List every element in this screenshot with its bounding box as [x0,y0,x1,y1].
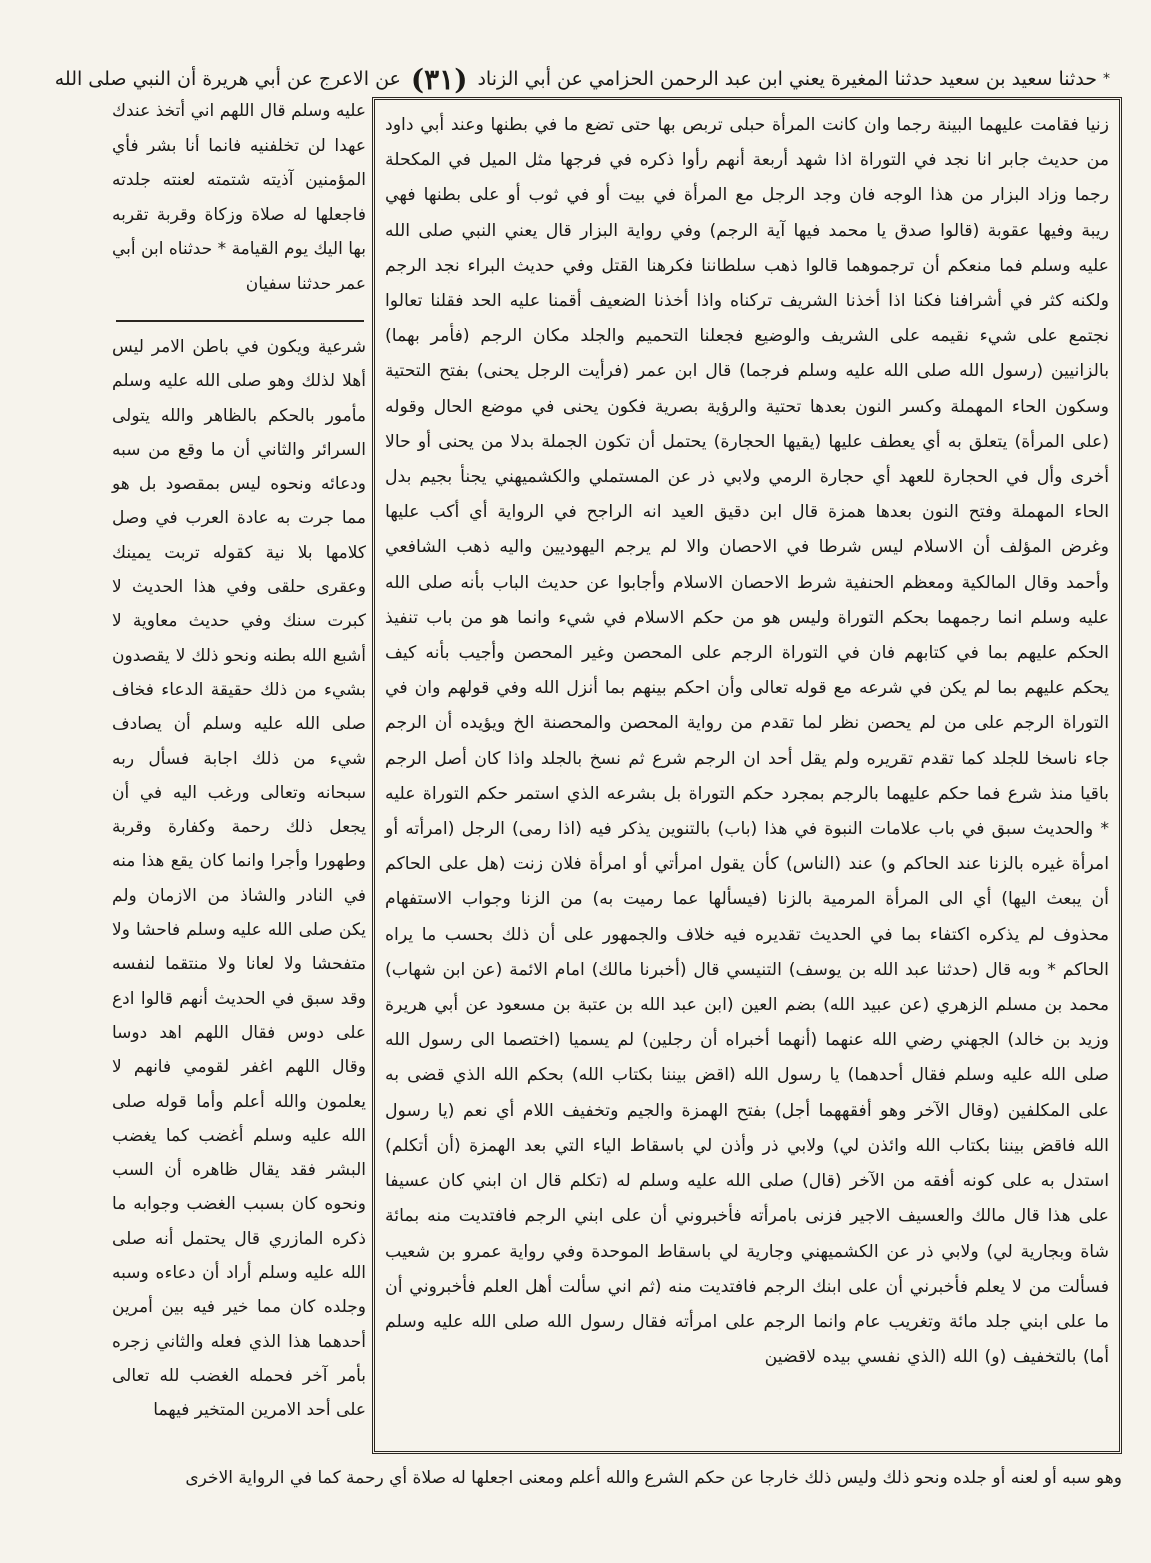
margin-commentary-top-text: عليه وسلم قال اللهم اني أتخذ عندك عهدا لن تخلفنيه فانما أنا بشر فأي المؤمنين آذيته شتمته لعنته جلدته فاجعلها له صلاة وزكاة وقربة تقربه بها اليك يوم القيامة * حدثناه ابن أبي عمر حدثنا سفيان [112,101,366,294]
page-footer-line: وهو سبه أو لعنه أو جلده ونحو ذلك وليس ذلك خارجا عن حكم الشرع والله أعلم ومعنى اجعلها له صلاة أي رحمة كما في الرواية الاخرى [185,1468,1122,1488]
main-text-body [385,108,1109,1375]
header-star-marker: * [1103,71,1110,87]
margin-commentary-main-text: شرعية ويكون في باطن الامر ليس أهلا لذلك وهو صلى الله عليه وسلم مأمور بالحكم بالظاهر والله يتولى السرائر والثاني أن ما وقع من سبه ودعائه ونحوه ليس بمقصود بل هو مما جرت به عادة العرب في وصل كلامها بلا نية كقوله تربت يمينك وعقرى حلقى وفي هذا الحديث لا كبرت سنك وفي حديث معاوية لا أشبع الله بطنه ونحو ذلك لا يقصدون بشيء من ذلك حقيقة الدعاء فخاف صلى الله عليه وسلم أن يصادف شيء من ذلك اجابة فسأل ربه سبحانه وتعالى ورغب اليه في أن يجعل ذلك رحمة وكفارة وقربة وطهورا وأجرا وانما كان يقع هذا منه في النادر والشاذ من الازمان ولم يكن صلى الله عليه وسلم فاحشا ولا متفحشا ولا لعانا ولا منتقما لنفسه وقد سبق في الحديث أنهم قالوا ادع على دوس فقال اللهم اهد دوسا وقال اللهم اغفر لقومي فانهم لا يعلمون والله أعلم وأما قوله صلى الله عليه وسلم أغضب كما يغضب البشر فقد يقال ظاهره أن السب ونحوه كان بسبب الغضب وجوابه ما ذكره المازري قال يحتمل أنه صلى الله عليه وسلم أراد أن دعاءه وسبه وجلده كان مما خير فيه بين أمرين أحدهما هذا الذي فعله والثاني زجره بأمر آخر فحمله الغضب لله تعالى على أحد الامرين المتخير فيهما [112,337,366,1421]
header-left-text: عن الاعرج عن أبي هريرة أن النبي صلى الله [54,68,401,90]
page-number: (٣١) [410,62,468,96]
main-text-frame [372,97,1122,1454]
margin-commentary-top [112,94,366,310]
margin-commentary-main [112,330,366,1455]
header-right-text: حدثنا سعيد بن سعيد حدثنا المغيرة يعني ابن عبد الرحمن الحزامي عن أبي الزناد [477,68,1097,90]
margin-divider [116,320,364,322]
page-header [54,62,1110,96]
main-text-paragraph: زنيا فقامت عليهما البينة رجما وان كانت المرأة حبلى تربص بها حتى تضع ما في بطنها وعند أبي داود من حديث جابر انا نجد في التوراة اذا شهد أربعة أنهم رأوا ذكره في فرجها مثل الميل في المكحلة رجما وزاد البزار من هذا الوجه فان وجد الرجل مع المرأة في بيت أو في ثوب أو على بطنها فهي ريبة وفيها عقوبة (قالوا صدق يا محمد فيها آية الرجم) وفي رواية البزار قال يعني النبي صلى الله عليه وسلم فما منعكم أن ترجموهما قالوا ذهب سلطاننا فكرهنا القتل وفي حديث البراء نجد الرجم ولكنه كثر في أشرافنا فكنا اذا أخذنا الشريف تركناه واذا أخذنا الضعيف أقمنا عليه الحد فقلنا تعالوا نجتمع على شيء نقيمه على الشريف والوضيع فجعلنا التحميم والجلد مكان الرجم (فأمر بهما) بالزانيين (رسول الله صلى الله عليه وسلم فرجما) قال ابن عمر (فرأيت الرجل يحنى) بفتح التحتية وسكون الحاء المهملة وكسر النون بعدها تحتية والرؤية بصرية فكون يحنى في موضع الحال وقوله (على المرأة) يتعلق به أي يعطف عليها (يقيها الحجارة) يحتمل أن تكون الجملة بدلا من يحنى أو حالا أخرى وأل في الحجارة للعهد أي حجارة الرمي ولابي ذر عن المستملي والكشميهني يجنأ بجيم بدل الحاء المهملة وفتح النون بعدها همزة قال ابن دقيق العيد انه الراجح في الرواية أي أكب عليها وغرض المؤلف أن الاسلام ليس شرطا في الاحصان والا لم يرجم اليهوديين واليه ذهب الشافعي وأحمد وقال المالكية ومعظم الحنفية شرط الاحصان الاسلام وأجابوا عن حديث الباب بأنه صلى الله عليه وسلم انما رجمهما بحكم التوراة وليس هو من حكم الاسلام في شيء وانما هو من باب تنفيذ الحكم عليهم بما في كتابهم فان في التوراة الرجم على المحصن وغير المحصن وأجيب بأنه كيف يحكم عليهم بما لم يكن في شرعه مع قوله تعالى وأن احكم بينهم بما أنزل الله وفي قولهم وان في التوراة الرجم على من لم يحصن نظر لما تقدم من رواية المحصن والمحصنة الخ ويؤيده أن الرجم جاء ناسخا للجلد كما تقدم تقريره ولم يقل أحد ان الرجم شرع ثم نسخ بالجلد واذا كان أصل الرجم باقيا منذ شرع فما حكم عليهما بالرجم بمجرد حكم التوراة بل بشرعه الذي استمر حكم التوراة عليه * والحديث سبق في باب علامات النبوة في هذا (باب) بالتنوين يذكر فيه (اذا رمى) الرجل (امرأته أو امرأة غيره بالزنا عند الحاكم و) عند (الناس) كأن يقول امرأتي أو امرأة فلان زنت (هل على الحاكم أن يبعث اليها) أي الى المرأة المرمية بالزنا (فيسألها عما رميت به) من الزنا وجواب الاستفهام محذوف لم يذكره اكتفاء بما في الحديث تقديره فيه خلاف والجمهور على أن ذلك بحسب ما يراه الحاكم * وبه قال (حدثنا عبد الله بن يوسف) التنيسي قال (أخبرنا مالك) امام الائمة (عن ابن شهاب) محمد بن مسلم الزهري (عن عبيد الله) بضم العين (ابن عبد الله بن عتبة بن مسعود عن أبي هريرة وزيد بن خالد) الجهني رضي الله عنهما (أنهما أخبراه أن رجلين) لم يسميا (اختصما الى رسول الله صلى الله عليه وسلم فقال أحدهما) يا رسول الله (اقض بيننا بكتاب الله) بحكم الله الذي قضى به على المكلفين (وقال الآخر وهو أفقههما أجل) بفتح الهمزة والجيم وتخفيف اللام أي نعم (يا رسول الله فاقض بيننا بكتاب الله وائذن لي) ولابي ذر وأذن لي باسقاط الياء التي بعد الهمزة (أن أتكلم) استدل به على كونه أفقه من الآخر (قال) صلى الله عليه وسلم له (تكلم قال ان ابني كان عسيفا على هذا قال مالك والعسيف الاجير فزنى بامرأته فأخبروني أن على ابني الرجم فافتديت منه بمائة شاة وبجارية لي) ولابي ذر عن الكشميهني وجارية لي باسقاط الموحدة وفي رواية عمرو بن شعيب فسألت من لا يعلم فأخبرني أن على ابنك الرجم فافتديت منه (ثم اني سألت أهل العلم فأخبروني أن ما على ابني جلد مائة وتغريب عام وانما الرجم على امرأته فقال رسول الله صلى الله عليه وسلم أما) بالتخفيف (و) الله (الذي نفسي بيده لاقضين [385,115,1109,1368]
